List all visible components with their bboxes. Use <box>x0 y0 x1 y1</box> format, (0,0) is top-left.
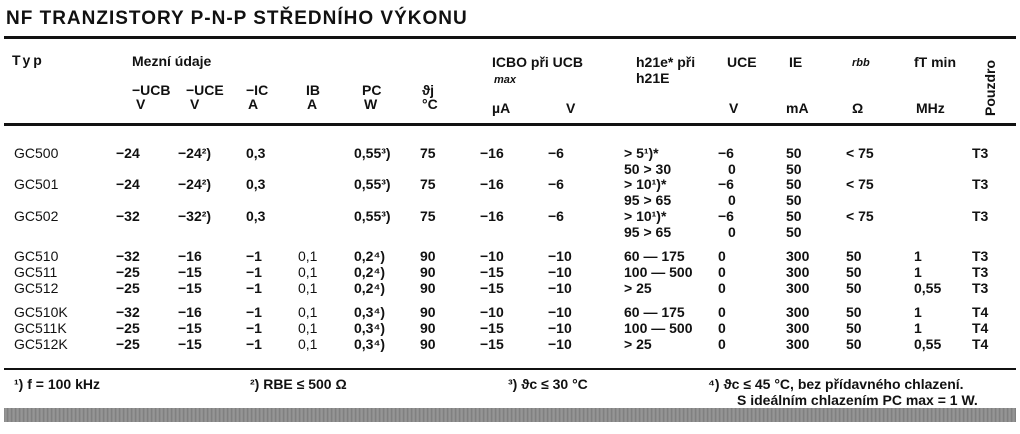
cell-h21a: > 5¹)* <box>624 145 659 161</box>
header-tj: ϑj <box>422 82 435 98</box>
cell-ib: 0,1 <box>298 248 318 264</box>
cell-typ: GC500 <box>14 145 59 161</box>
cell-tj: 90 <box>420 280 436 296</box>
header-pouzdro: Pouzdro <box>982 60 998 116</box>
cell-pc: 0,55³) <box>354 145 391 161</box>
cell-ic: −1 <box>246 264 262 280</box>
cell-typ: GC511K <box>14 320 67 336</box>
cell-ucb: −25 <box>116 336 140 352</box>
cell-uce2a: 0 <box>718 336 726 352</box>
unit-ucb: V <box>136 96 146 112</box>
cell-pc: 0,2⁴) <box>354 264 386 280</box>
unit-icbo: µA <box>492 100 511 116</box>
cell-h21a: > 25 <box>624 280 652 296</box>
cell-typ: GC510K <box>14 304 68 320</box>
cell-rbb: 50 <box>846 304 862 320</box>
cell-iea: 300 <box>786 320 810 336</box>
cell-tj: 90 <box>420 304 436 320</box>
cell-ic: −1 <box>246 320 262 336</box>
cell-pc: 0,3⁴) <box>354 320 386 336</box>
cell-uce: −32²) <box>178 208 212 224</box>
title-rule <box>4 36 1016 39</box>
cell-ucb2: −10 <box>548 264 572 280</box>
cell-typ: GC502 <box>14 208 59 224</box>
cell-uce2b: 0 <box>728 161 736 177</box>
cell-icbo: −16 <box>480 145 504 161</box>
cell-rbb: < 75 <box>846 176 874 192</box>
footnote-4b: S ideálním chlazením PC max = 1 W. <box>737 392 978 408</box>
cell-h21a: > 25 <box>624 336 652 352</box>
cell-typ: GC512 <box>14 280 59 296</box>
unit-ic: A <box>248 96 259 112</box>
cell-tj: 75 <box>420 145 436 161</box>
cell-pz: T3 <box>972 208 989 224</box>
cell-icbo: −10 <box>480 304 504 320</box>
cell-uce: −15 <box>178 336 202 352</box>
cell-ucb: −32 <box>116 304 140 320</box>
cell-ucb2: −10 <box>548 280 572 296</box>
cell-ucb2: −10 <box>548 304 572 320</box>
cell-iea: 300 <box>786 336 810 352</box>
cell-uce2a: −6 <box>718 176 734 192</box>
header-pc: PC <box>362 82 382 98</box>
cell-icbo: −15 <box>480 264 504 280</box>
header-typ: Typ <box>12 52 45 68</box>
cell-uce: −16 <box>178 248 202 264</box>
cell-icbo: −15 <box>480 336 504 352</box>
header-h21e: h21E <box>636 70 670 86</box>
header-rule <box>4 123 1016 126</box>
unit-rbb: Ω <box>852 100 864 116</box>
cell-iea: 50 <box>786 176 802 192</box>
cell-uce2a: 0 <box>718 264 726 280</box>
cell-h21a: 60 — 175 <box>624 304 685 320</box>
cell-uce: −16 <box>178 304 202 320</box>
footer-rule <box>4 368 1016 370</box>
cell-ib: 0,1 <box>298 304 318 320</box>
cell-iea: 50 <box>786 145 802 161</box>
cell-ic: 0,3 <box>246 145 266 161</box>
cell-h21a: > 10¹)* <box>624 176 667 192</box>
cell-ucb2: −6 <box>548 176 564 192</box>
cell-h21b: 95 > 65 <box>624 192 672 208</box>
cell-ucb: −32 <box>116 248 140 264</box>
cell-iea: 300 <box>786 304 810 320</box>
cell-icbo: −10 <box>480 248 504 264</box>
cell-h21a: 100 — 500 <box>624 320 693 336</box>
cell-icbo: −16 <box>480 208 504 224</box>
cell-rbb: 50 <box>846 280 862 296</box>
cell-uce: −24²) <box>178 145 212 161</box>
cell-ft: 0,55 <box>914 280 942 296</box>
cell-ic: −1 <box>246 304 262 320</box>
cell-uce2a: 0 <box>718 320 726 336</box>
cell-ib: 0,1 <box>298 264 318 280</box>
cell-rbb: 50 <box>846 248 862 264</box>
cell-rbb: 50 <box>846 320 862 336</box>
cell-typ: GC512K <box>14 336 68 352</box>
cell-pc: 0,3⁴) <box>354 304 386 320</box>
cell-tj: 90 <box>420 248 436 264</box>
cell-iea: 300 <box>786 248 810 264</box>
cell-icbo: −15 <box>480 280 504 296</box>
cell-h21a: > 10¹)* <box>624 208 667 224</box>
unit-ft: MHz <box>916 100 945 116</box>
cell-pz: T4 <box>972 304 989 320</box>
cell-rbb: < 75 <box>846 145 874 161</box>
cell-pc: 0,55³) <box>354 176 391 192</box>
header-ib: IB <box>306 82 320 98</box>
footnote-4a: ⁴) ϑc ≤ 45 °C, bez přídavného chlazení. <box>708 376 964 392</box>
footnote-3: ³) ϑc ≤ 30 °C <box>508 376 588 392</box>
cell-ucb: −24 <box>116 145 140 161</box>
cell-h21b: 50 > 30 <box>624 161 672 177</box>
cell-ib: 0,1 <box>298 336 318 352</box>
page-title: NF TRANZISTORY P-N-P STŘEDNÍHO VÝKONU <box>6 8 468 29</box>
unit-uce: V <box>190 96 200 112</box>
header-uce: −UCE <box>186 82 224 98</box>
cell-uce: −15 <box>178 264 202 280</box>
header-ucb: −UCB <box>132 82 171 98</box>
cell-tj: 90 <box>420 264 436 280</box>
unit-pc: W <box>364 96 378 112</box>
cell-ieb: 50 <box>786 192 802 208</box>
footnote-1: ¹) f = 100 kHz <box>14 376 100 392</box>
header-ft: fT min <box>914 54 956 70</box>
cell-ucb: −25 <box>116 280 140 296</box>
cell-ucb2: −10 <box>548 248 572 264</box>
cell-pz: T4 <box>972 336 989 352</box>
cell-pz: T3 <box>972 264 989 280</box>
cell-rbb: < 75 <box>846 208 874 224</box>
cell-ft: 1 <box>914 248 922 264</box>
cell-ft: 1 <box>914 304 922 320</box>
cell-pz: T4 <box>972 320 989 336</box>
header-icbo-max: max <box>494 74 517 86</box>
footnote-2: ²) RBE ≤ 500 Ω <box>250 376 347 392</box>
cell-ib: 0,1 <box>298 320 318 336</box>
cell-pz: T3 <box>972 280 989 296</box>
cell-uce: −15 <box>178 280 202 296</box>
cell-ucb: −24 <box>116 176 140 192</box>
cell-h21a: 60 — 175 <box>624 248 685 264</box>
cell-ieb: 50 <box>786 161 802 177</box>
cell-uce2a: 0 <box>718 280 726 296</box>
cell-pz: T3 <box>972 248 989 264</box>
cell-iea: 300 <box>786 264 810 280</box>
cell-ib: 0,1 <box>298 280 318 296</box>
cell-ucb2: −6 <box>548 208 564 224</box>
cell-typ: GC501 <box>14 176 59 192</box>
cell-ic: −1 <box>246 280 262 296</box>
cell-ft: 1 <box>914 320 922 336</box>
header-ie: IE <box>789 54 803 70</box>
cell-pc: 0,2⁴) <box>354 248 386 264</box>
header-rbb: rbb <box>852 57 870 69</box>
cell-icbo: −16 <box>480 176 504 192</box>
unit-ib: A <box>307 96 318 112</box>
cell-ucb2: −6 <box>548 145 564 161</box>
bottom-shade-bar <box>4 408 1016 422</box>
cell-uce: −15 <box>178 320 202 336</box>
cell-tj: 75 <box>420 176 436 192</box>
cell-pc: 0,3⁴) <box>354 336 386 352</box>
unit-ucb2: V <box>566 100 576 116</box>
cell-ucb: −25 <box>116 264 140 280</box>
cell-pz: T3 <box>972 176 989 192</box>
cell-ieb: 50 <box>786 224 802 240</box>
cell-ucb: −32 <box>116 208 140 224</box>
cell-pz: T3 <box>972 145 989 161</box>
cell-ft: 0,55 <box>914 336 942 352</box>
cell-uce2b: 0 <box>728 224 736 240</box>
cell-tj: 90 <box>420 336 436 352</box>
cell-iea: 50 <box>786 208 802 224</box>
unit-uce2: V <box>729 100 739 116</box>
cell-typ: GC510 <box>14 248 59 264</box>
cell-iea: 300 <box>786 280 810 296</box>
cell-ic: 0,3 <box>246 176 266 192</box>
cell-rbb: 50 <box>846 264 862 280</box>
cell-rbb: 50 <box>846 336 862 352</box>
cell-ucb: −25 <box>116 320 140 336</box>
cell-uce2b: 0 <box>728 192 736 208</box>
cell-ucb2: −10 <box>548 336 572 352</box>
unit-ie: mA <box>786 100 809 116</box>
cell-ft: 1 <box>914 264 922 280</box>
cell-uce2a: 0 <box>718 248 726 264</box>
cell-ic: −1 <box>246 248 262 264</box>
header-mezni: Mezní údaje <box>132 53 212 69</box>
cell-pc: 0,2⁴) <box>354 280 386 296</box>
cell-h21b: 95 > 65 <box>624 224 672 240</box>
header-ic: −IC <box>246 82 269 98</box>
cell-h21a: 100 — 500 <box>624 264 693 280</box>
cell-uce: −24²) <box>178 176 212 192</box>
cell-ic: 0,3 <box>246 208 266 224</box>
cell-uce2a: −6 <box>718 145 734 161</box>
cell-pc: 0,55³) <box>354 208 391 224</box>
header-uce2: UCE <box>727 54 757 70</box>
cell-uce2a: −6 <box>718 208 734 224</box>
header-h21: h21e* při <box>636 54 696 70</box>
cell-icbo: −15 <box>480 320 504 336</box>
cell-ucb2: −10 <box>548 320 572 336</box>
cell-uce2a: 0 <box>718 304 726 320</box>
cell-tj: 90 <box>420 320 436 336</box>
unit-tj: °C <box>422 96 438 112</box>
cell-tj: 75 <box>420 208 436 224</box>
cell-typ: GC511 <box>14 264 58 280</box>
header-icbo: ICBO při UCB <box>492 54 583 70</box>
cell-ic: −1 <box>246 336 262 352</box>
